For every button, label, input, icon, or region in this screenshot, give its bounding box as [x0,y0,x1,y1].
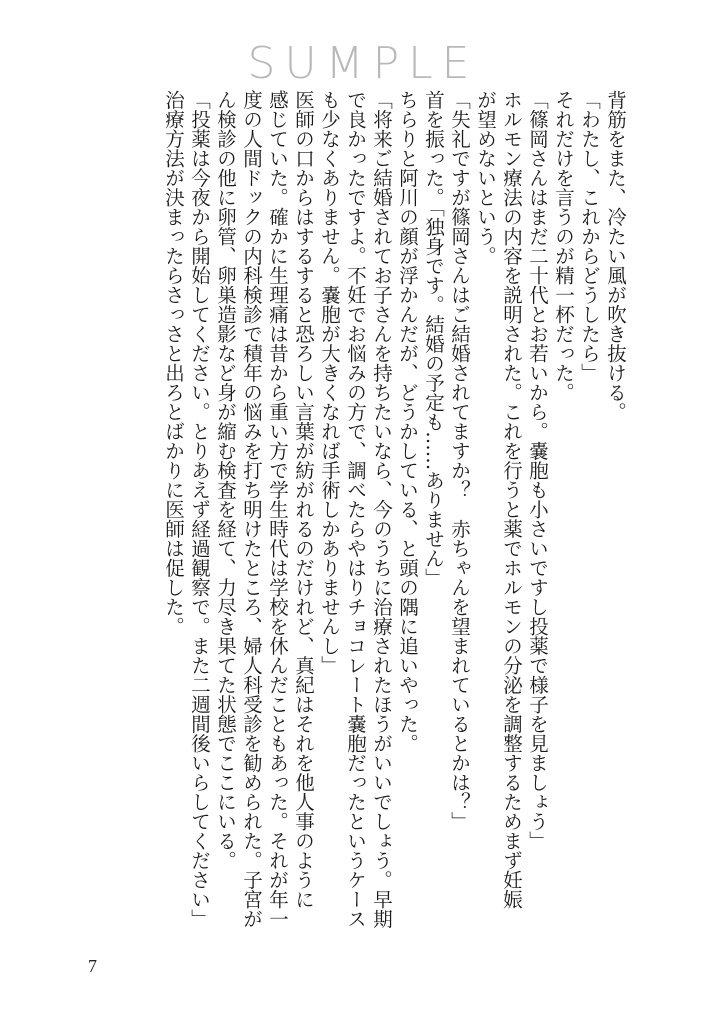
text-line: で良かったですよ。不妊でお悩みの方で、調べたらやはりチョコレート嚢胞だったというケース [344,90,367,929]
text-line: ちらりと阿川の顔が浮かんだが、どうかしている、と頭の隅に追いやった。 [396,90,419,753]
text-line: 感じていた。確かに生理痛は昔から重い方で学生時代は学校を休んだこともあった。それが年一 [266,90,289,929]
text-line: 「将来ご結婚されてお子さんを持ちたいなら、今のうちに治療されたほうがいいでしょう。早期 [370,90,393,929]
text-line: ホルモン療法の内容を説明された。これを行うと薬でホルモンの分泌を調整するためまず妊娠 [500,90,523,909]
text-line: 「わたし、これからどうしたら」 [578,90,601,383]
text-line: も少なくありません。嚢胞が大きくなれば手術しかありませんし」 [318,90,341,675]
text-line: 「篠岡さんはまだ二十代とお若いから。嚢胞も小さいですし投薬で様子を見ましょう」 [526,90,549,851]
text-line: 首を振った。「独身です。結婚の予定も……ありません」 [422,90,445,588]
text-line: 「失礼ですが篠岡さんはご結婚されてますか？ 赤ちゃんを望まれているとかは？」 [448,90,471,831]
text-line: 治療方法が決まったらさっさと出ろとばかりに医師は促した。 [162,90,185,636]
text-line: それだけを言うのが精一杯だった。 [552,90,575,402]
sample-watermark: SUMPLE [247,38,479,89]
text-line: が望めないという。 [474,90,497,266]
page-number: 7 [88,956,97,976]
text-line: 背筋をまた、冷たい風が吹き抜ける。 [604,90,627,422]
text-line: 「投薬は今夜から開始してください。とりあえず経過観察で。また二週間後いらしてください」 [188,90,211,929]
text-line: 医師の口からはするすると恐ろしい言葉が紡がれるのだけれど、真紀はそれを他人事のように [292,90,315,909]
text-line: 度の人間ドックの内科検診で積年の悩みを打ち明けたところ、婦人科受診を勧められた。子宮が [240,90,263,929]
text-line: ん検診の他に卵管、卵巣造影など身が縮む検査を経て、力尽き果てた状態でここにいる。 [214,90,237,870]
vertical-text-body [160,90,628,950]
